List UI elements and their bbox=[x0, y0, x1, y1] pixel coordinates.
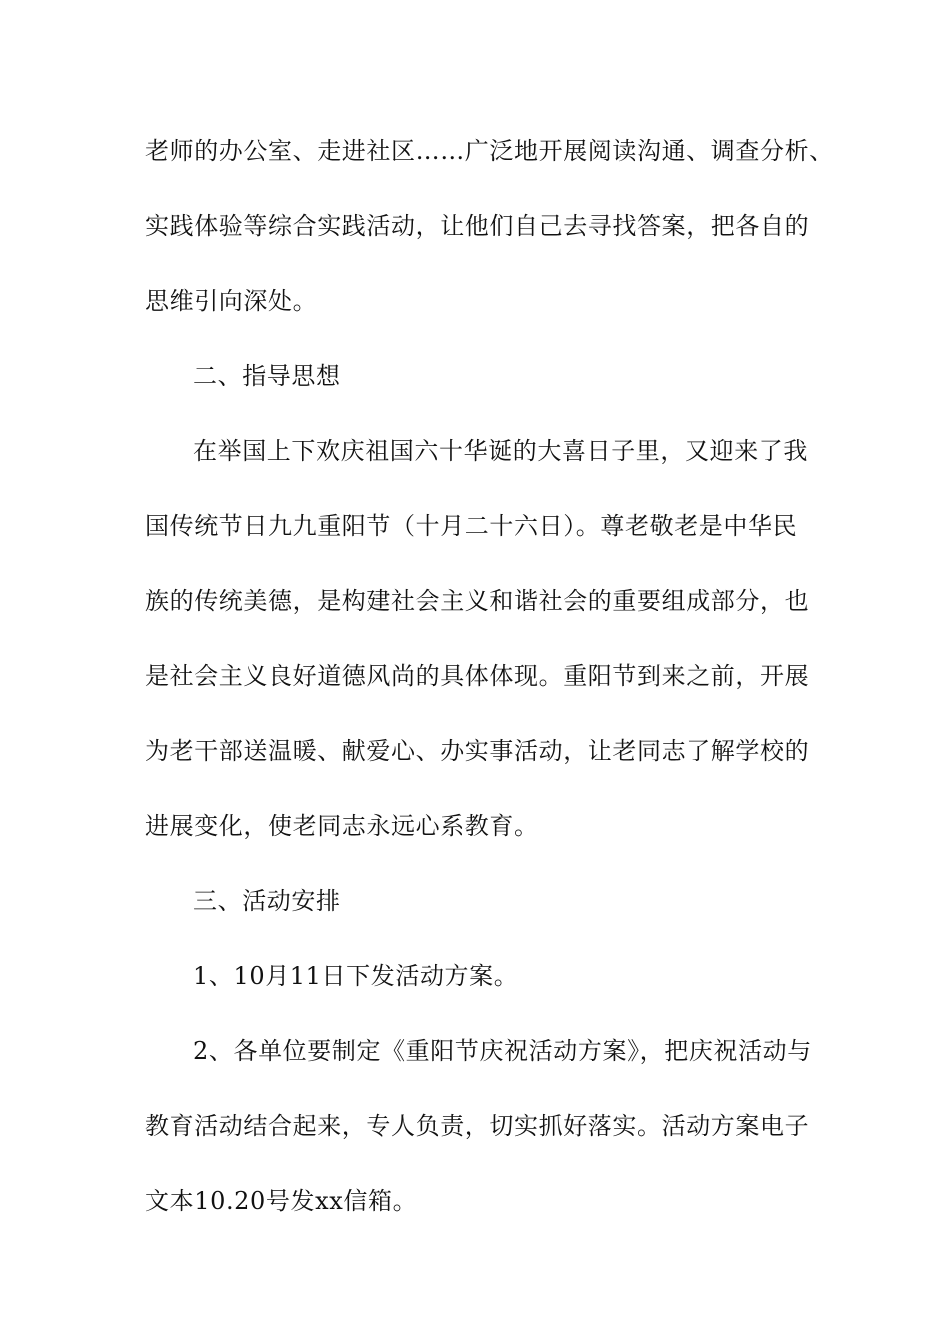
list-item: 2、各单位要制定《重阳节庆祝活动方案》，把庆祝活动与 bbox=[193, 1037, 812, 1065]
paragraph-line: 实践体验等综合实践活动，让他们自己去寻找答案，把各自的 bbox=[145, 212, 810, 240]
section-heading: 三、活动安排 bbox=[193, 887, 341, 915]
paragraph-line: 老师的办公室、走进社区……广泛地开展阅读沟通、调查分析、 bbox=[145, 137, 834, 165]
paragraph-line: 是社会主义良好道德风尚的具体体现。重阳节到来之前，开展 bbox=[145, 662, 810, 690]
section-heading: 二、指导思想 bbox=[193, 362, 341, 390]
paragraph-line: 进展变化，使老同志永远心系教育。 bbox=[145, 812, 539, 840]
paragraph-line: 国传统节日九九重阳节（十月二十六日）。尊老敬老是中华民 bbox=[145, 512, 798, 540]
paragraph-line: 教育活动结合起来，专人负责，切实抓好落实。活动方案电子 bbox=[145, 1112, 810, 1140]
paragraph-line: 族的传统美德，是构建社会主义和谐社会的重要组成部分，也 bbox=[145, 587, 810, 615]
paragraph-line: 为老干部送温暖、献爱心、办实事活动，让老同志了解学校的 bbox=[145, 737, 810, 765]
paragraph-line: 在举国上下欢庆祖国六十华诞的大喜日子里，又迎来了我 bbox=[193, 437, 808, 465]
list-item: 1、10月11日下发活动方案。 bbox=[193, 962, 519, 990]
paragraph-line: 文本10.20号发xx信箱。 bbox=[145, 1187, 418, 1215]
paragraph-line: 思维引向深处。 bbox=[145, 287, 318, 315]
